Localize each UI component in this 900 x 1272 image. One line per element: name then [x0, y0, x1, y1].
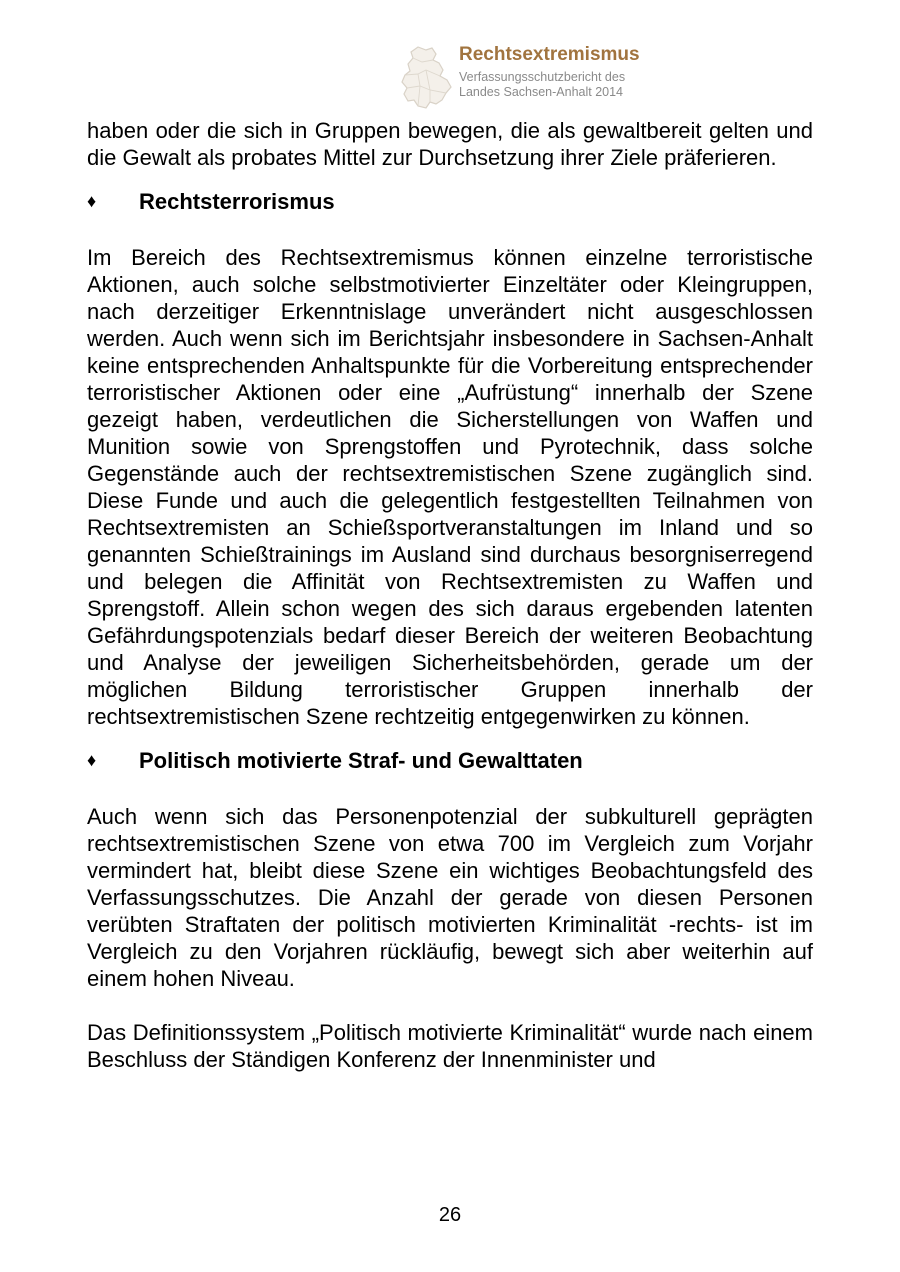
- page-header: [396, 40, 696, 115]
- section-heading-text: Rechtsterrorismus: [139, 189, 335, 214]
- paragraph-personenpotenzial: Auch wenn sich das Personenpotenzial der subkulturell geprägten rechtsextremistischen Szene von etwa 700 im Vergleich zum Vorjahr vermindert hat, bleibt diese Szene ein wichtiges Beobachtungsfeld des Verfassungsschutzes. Die Anzahl der gerade von diesen Personen verübten Straftaten der politisch motivierten Kriminalität -rechts- ist im Vergleich zu den Vorjahren rückläufig, bewegt sich aber weiterhin auf einem hohen Niveau.: [87, 804, 813, 991]
- section-heading-rechtsterrorismus: [87, 188, 813, 215]
- paragraph-definitionssystem: Das Definitionssystem „Politisch motivierte Kriminalität“ wurde nach einem Beschluss der Ständigen Konferenz der Innenminister und: [87, 1020, 813, 1072]
- page-content: [87, 117, 813, 1073]
- diamond-bullet-icon: ♦: [87, 750, 97, 770]
- sachsen-anhalt-map-icon: [396, 44, 456, 112]
- section-heading-text: Politisch motivierte Straf- und Gewalttaten: [139, 748, 583, 773]
- paragraph-intro: haben oder die sich in Gruppen bewegen, die als gewaltbereit gelten und die Gewalt als probates Mittel zur Durchsetzung ihrer Ziele präferieren.: [87, 118, 813, 170]
- section-heading-straftaten: [87, 747, 813, 774]
- header-title: Rechtsextremismus: [459, 44, 640, 65]
- header-subtitle-line1: Verfassungsschutzbericht des: [459, 70, 626, 84]
- header-subtitle-line2: Landes Sachsen-Anhalt 2014: [459, 85, 624, 99]
- paragraph-rechtsterrorismus: Im Bereich des Rechtsextremismus können einzelne terroristische Aktionen, auch solche selbstmotivierter Einzeltäter oder Kleingruppen, nach derzeitiger Erkenntnislage unverändert nicht ausgeschlossen werden. Auch wenn sich im Berichtsjahr insbesondere in Sachsen-Anhalt keine entsprechenden Anhaltspunkte für die Vorbereitung entsprechender terroristischer Aktionen oder eine „Aufrüstung“ innerhalb der Szene gezeigt haben, verdeutlichen die Sicherstellungen von Waffen und Munition sowie von Sprengstoffen und Pyrotechnik, dass solche Gegenstände auch der rechtsextremistischen Szene zugänglich sind. Diese Funde und auch die gelegentlich festgestellten Teilnahmen von Rechtsextremisten an Schießsportveranstaltungen im Inland und so genannten Schießtrainings im Ausland sind durchaus besorgniserregend und belegen die Affinität von Rechtsextremisten zu Waffen und Sprengstoff. Allein schon wegen des sich daraus ergebenden latenten Gefährdungspotenzials bedarf dieser Bereich der weiteren Beobachtung und Analyse der jeweiligen Sicherheitsbehörden, gerade um der möglichen Bildung terroristischer Gruppen innerhalb der rechtsextremistischen Szene rechtzeitig entgegenwirken zu können.: [87, 245, 813, 729]
- page-number: 26: [438, 1204, 462, 1226]
- diamond-bullet-icon: ♦: [87, 191, 97, 211]
